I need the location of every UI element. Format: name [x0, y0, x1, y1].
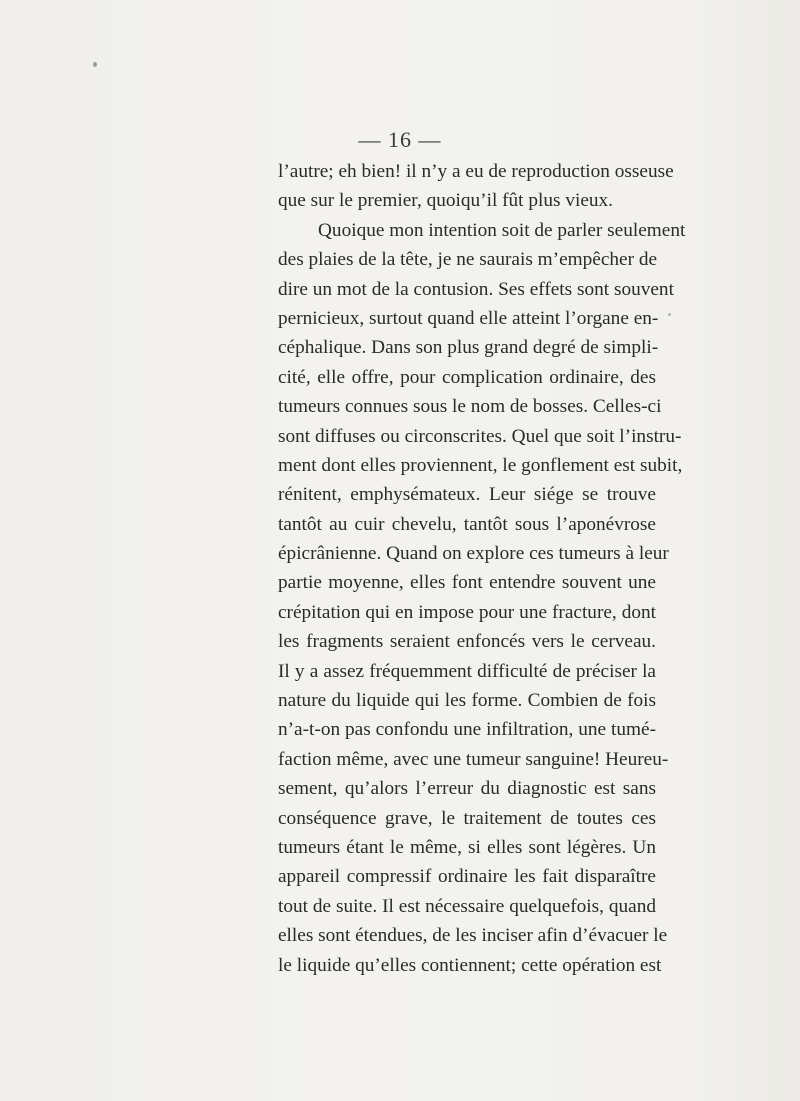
text-line: le liquide qu’elles contiennent; cette opération est — [278, 954, 662, 976]
text-line: crépitation qui en impose pour une fracture, dont — [278, 601, 656, 623]
text-line: tumeurs connues sous le nom de bosses. Celles-ci — [278, 396, 662, 418]
text-line: rénitent, emphysémateux. Leur siége se trouve — [278, 484, 656, 506]
text-line: l’autre; eh bien! il n’y a eu de reproduction osseuse — [278, 161, 674, 182]
page-number: — 16 — — [358, 127, 442, 152]
text-line: nature du liquide qui les forme. Combien de fois — [278, 690, 656, 712]
text-line: les fragments seraient enfoncés vers le cerveau. — [278, 631, 656, 653]
text-line: pernicieux, surtout quand elle atteint l’organe en- — [278, 307, 659, 329]
text-line: que sur le premier, quoiqu’il fût plus vieux. — [278, 190, 613, 212]
text-line: cité, elle offre, pour complication ordinaire, des — [278, 366, 656, 388]
text-line: partie moyenne, elles font entendre souvent une — [278, 572, 656, 594]
text-line: épicrânienne. Quand on explore ces tumeurs à leur — [278, 543, 669, 565]
text-line: des plaies de la tête, je ne saurais m’empêcher de — [278, 249, 658, 271]
text-line: tantôt au cuir chevelu, tantôt sous l’aponévrose — [278, 513, 656, 535]
text-line: tumeurs étant le même, si elles sont légères. Un — [278, 836, 656, 858]
text-line: faction même, avec une tumeur sanguine! Heureu- — [278, 748, 669, 770]
text-line: Quoique mon intention soit de parler seulement — [318, 219, 686, 241]
text-line: conséquence grave, le traitement de toutes ces — [278, 807, 656, 829]
text-line: tout de suite. Il est nécessaire quelquefois, quand — [278, 895, 656, 917]
paper-speck — [93, 62, 97, 67]
text-line: sont diffuses ou circonscrites. Quel que soit l’instru- — [278, 425, 682, 447]
text-line: sement, qu’alors l’erreur du diagnostic est sans — [278, 778, 656, 800]
paper-speck — [668, 313, 671, 316]
text-line: Il y a assez fréquemment difficulté de préciser la — [278, 660, 656, 682]
body-text — [278, 157, 686, 980]
text-line: céphalique. Dans son plus grand degré de simpli- — [278, 337, 659, 359]
text-line: appareil compressif ordinaire les fait disparaître — [278, 866, 656, 888]
text-line: ment dont elles proviennent, le gonflement est subit, — [278, 454, 683, 476]
text-line: dire un mot de la contusion. Ses effets sont souvent — [278, 278, 674, 300]
text-line: n’a-t-on pas confondu une infiltration, une tumé- — [278, 719, 656, 741]
text-line: elles sont étendues, de les inciser afin d’évacuer le — [278, 925, 668, 947]
